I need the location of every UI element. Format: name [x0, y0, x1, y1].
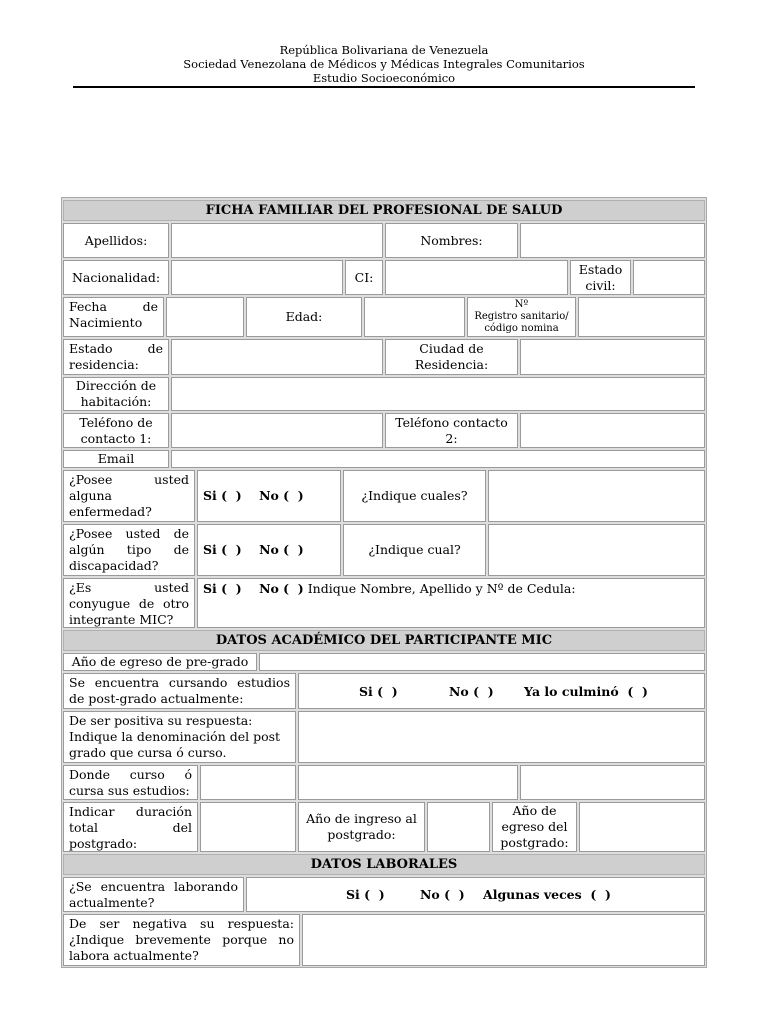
label-estado-civil: Estado civil: [570, 260, 631, 295]
header-line-1: República Bolivariana de Venezuela [279, 43, 489, 57]
label-egreso-postgrado: Año de egreso del postgrado: [492, 802, 577, 852]
field-donde-2[interactable] [298, 765, 518, 800]
field-edad[interactable] [364, 297, 465, 337]
label-direccion: Dirección de habitación: [63, 377, 169, 411]
label-discapacidad-cual: ¿Indique cual? [343, 524, 486, 576]
label-duracion-question: Indicar duración total del postgrado: [63, 802, 198, 852]
label-email: Email [63, 450, 169, 468]
label-cursando-question: Se encuentra cursando estudios de post-grado actualmente: [63, 673, 296, 709]
option-no[interactable]: No ( ) [420, 887, 465, 902]
field-email[interactable] [171, 450, 705, 468]
label-fecha-nacimiento: Fecha de Nacimiento [63, 297, 164, 337]
label-telefono-1: Teléfono de contacto 1: [63, 413, 169, 448]
field-direccion[interactable] [171, 377, 705, 411]
label-edad: Edad: [246, 297, 362, 337]
option-algunas-veces[interactable]: Algunas veces ( ) [483, 887, 611, 902]
section-title-academic: DATOS ACADÉMICO DEL PARTICIPANTE MIC [63, 630, 705, 651]
field-conyugue[interactable] [197, 578, 705, 628]
field-registro-sanitario[interactable] [578, 297, 705, 337]
label-discapacidad-question: ¿Posee usted de algún tipo de discapacidad? [63, 524, 195, 576]
label-negativa-question: De ser negativa su respuesta: ¿Indique brevemente porque no labora actualmente? [63, 914, 300, 966]
label-laborando-question: ¿Se encuentra laborando actualmente? [63, 877, 244, 912]
header-line-3: Estudio Socioeconómico [312, 71, 456, 85]
laborando-options[interactable] [246, 877, 705, 912]
label-ingreso-postgrado: Año de ingreso al postgrado: [298, 802, 425, 852]
label-donde-question: Donde curso ó cursa sus estudios: [63, 765, 198, 800]
label-nacionalidad: Nacionalidad: [63, 260, 169, 295]
label-ciudad-residencia: Ciudad de Residencia: [385, 339, 518, 375]
field-discapacidad-cual[interactable] [488, 524, 705, 576]
discapacidad-options[interactable]: Si ( ) No ( ) [197, 524, 341, 576]
label-apellidos: Apellidos: [63, 223, 169, 258]
cursando-options[interactable] [298, 673, 705, 709]
label-egreso-pregrado: Año de egreso de pre-grado [63, 653, 257, 671]
header-line-2: Sociedad Venezolana de Médicos y Médicas Integrales Comunitarios [183, 57, 585, 71]
field-telefono-2[interactable] [520, 413, 705, 448]
field-egreso-postgrado[interactable] [579, 802, 705, 852]
field-ci[interactable] [385, 260, 568, 295]
field-telefono-1[interactable] [171, 413, 383, 448]
option-ya-culmino[interactable]: Ya lo culminó ( ) [524, 684, 648, 699]
field-denominacion[interactable] [298, 711, 705, 763]
option-no[interactable]: No ( ) [449, 684, 494, 699]
header-divider [73, 86, 695, 88]
label-enfermedad-cuales: ¿Indique cuales? [343, 470, 486, 522]
field-duracion[interactable] [200, 802, 296, 852]
label-denominacion-question: De ser positiva su respuesta: Indique la denominación del post grado que cursa ó curso. [63, 711, 296, 763]
option-si[interactable]: Si ( ) [346, 887, 385, 902]
field-apellidos[interactable] [171, 223, 383, 258]
field-egreso-pregrado[interactable] [259, 653, 705, 671]
field-donde-1[interactable] [200, 765, 296, 800]
field-ciudad-residencia[interactable] [520, 339, 705, 375]
field-nacionalidad[interactable] [171, 260, 343, 295]
label-estado-residencia: Estado de residencia: [63, 339, 169, 375]
section-title-work: DATOS LABORALES [63, 854, 705, 875]
label-telefono-2: Teléfono contacto 2: [385, 413, 518, 448]
field-fecha-nacimiento[interactable] [166, 297, 244, 337]
option-si[interactable]: Si ( ) [359, 684, 398, 699]
enfermedad-options[interactable]: Si ( ) No ( ) [197, 470, 341, 522]
section-title-personal: FICHA FAMILIAR DEL PROFESIONAL DE SALUD [63, 200, 705, 221]
field-donde-3[interactable] [520, 765, 705, 800]
label-enfermedad-question: ¿Posee usted alguna enfermedad? [63, 470, 195, 522]
field-nombres[interactable] [520, 223, 705, 258]
field-enfermedad-cuales[interactable] [488, 470, 705, 522]
label-conyugue-indique: Indique Nombre, Apellido y Nº de Cedula: [307, 581, 576, 596]
label-registro-sanitario: Nº Registro sanitario/ código nomina [467, 297, 576, 337]
label-nombres: Nombres: [385, 223, 518, 258]
label-ci: CI: [345, 260, 383, 295]
field-estado-civil[interactable] [633, 260, 705, 295]
field-razon-no-labora[interactable] [302, 914, 705, 966]
label-conyugue-question: ¿Es usted conyugue de otro integrante MIC? [63, 578, 195, 628]
field-ingreso-postgrado[interactable] [427, 802, 490, 852]
field-estado-residencia[interactable] [171, 339, 383, 375]
conyugue-options[interactable]: Si ( ) No ( ) [203, 581, 304, 596]
